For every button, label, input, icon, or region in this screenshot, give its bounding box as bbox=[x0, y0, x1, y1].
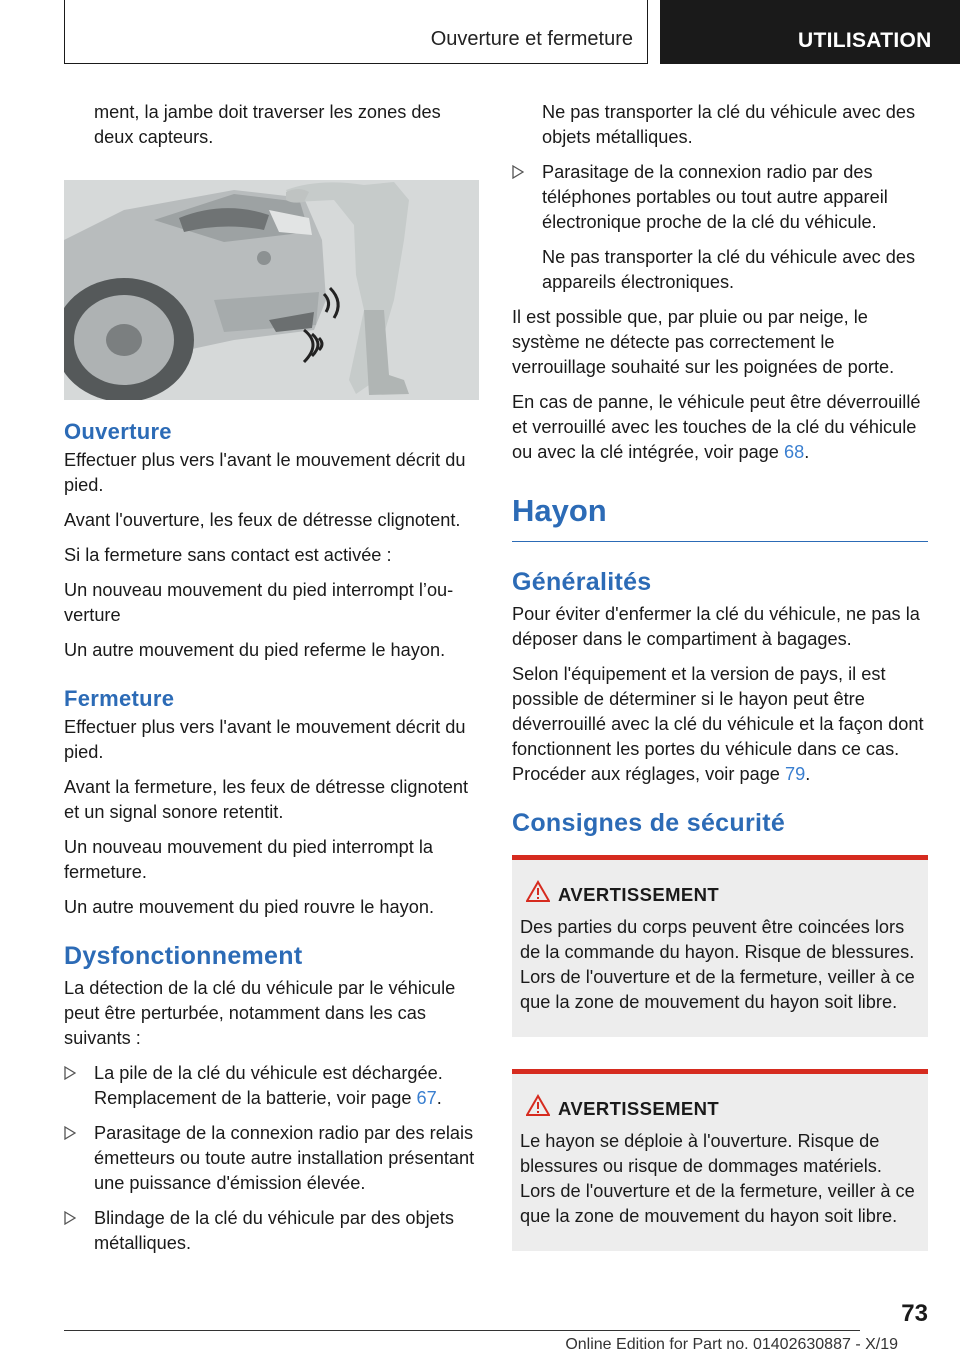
electronics-note: Ne pas transporter la clé du véhicule avec des appareils électroniques. bbox=[542, 247, 916, 292]
warning-body: Des parties du corps peuvent être coincées lors de la commande du hayon. Risque de blessures. Lors de l'ouverture et de la fermeture, veiller à ce que la zone de mouvement du hayon soit libre. bbox=[520, 917, 915, 1012]
warning-triangle-icon bbox=[526, 880, 550, 908]
fermeture-p3: Un nouveau mouvement du pied interrompt la fermeture. bbox=[64, 837, 434, 882]
panne-paragraph bbox=[512, 390, 928, 465]
ouverture-p4: Un nouveau mouvement du pied interrompt l’ou-verture bbox=[64, 580, 454, 625]
page-link-67[interactable]: 67 bbox=[416, 1088, 437, 1108]
header-section-box bbox=[64, 0, 648, 64]
heading-generalites: Généralités bbox=[512, 568, 652, 596]
warning-box bbox=[512, 1069, 928, 1251]
heading-consignes: Consignes de sécurité bbox=[512, 809, 786, 837]
bullet-end: . bbox=[436, 1088, 442, 1108]
warning-title-row bbox=[520, 1096, 920, 1121]
bullet-text: Blindage de la clé du véhicule par des objets métalliques. bbox=[94, 1208, 454, 1253]
generalites-p2-text: Selon l'équipement et la version de pays, il est possible de déterminer si le hayon peut être déverrouillé avec la clé du véhicule et la façon dont fonctionnent les portes du véhicule dans ce cas. Procéder aux réglages, voir page bbox=[512, 664, 924, 784]
heading-fermeture: Fermeture bbox=[64, 686, 175, 711]
warning-title-row bbox=[520, 882, 920, 907]
generalites-p1: Pour éviter d'enfermer la clé du véhicule, ne pas la déposer dans le compartiment à bagages. bbox=[512, 604, 920, 649]
header-chapter-title: UTILISATION bbox=[798, 29, 932, 52]
heading-dysfonctionnement: Dysfonctionnement bbox=[64, 942, 303, 970]
kick-sensor-illustration bbox=[64, 180, 479, 400]
fermeture-p1: Effectuer plus vers l'avant le mouvement décrit du pied. bbox=[64, 717, 466, 762]
bullet-text: La pile de la clé du véhicule est déchargée. Remplacement de la batterie, voir page bbox=[94, 1063, 443, 1108]
metal-note: Ne pas transporter la clé du véhicule avec des objets métalliques. bbox=[542, 102, 916, 147]
ouverture-p2: Avant l'ouverture, les feux de détresse clignotent. bbox=[64, 510, 461, 530]
generalites-p2-end: . bbox=[805, 764, 811, 784]
left-column bbox=[64, 100, 479, 1266]
warning-triangle-icon bbox=[526, 1094, 550, 1122]
right-column bbox=[512, 100, 928, 1265]
ouverture-p1: Effectuer plus vers l'avant le mouvement décrit du pied. bbox=[64, 450, 466, 495]
ouverture-p3: Si la fermeture sans contact est activée : bbox=[64, 545, 392, 565]
heading-hayon: Hayon bbox=[512, 491, 928, 542]
bullet-item bbox=[64, 1121, 479, 1196]
rain-paragraph: Il est possible que, par pluie ou par neige, le système ne détecte pas correctement le verrouillage souhaité sur les poignées de porte. bbox=[512, 307, 895, 377]
bullet-item bbox=[512, 160, 928, 235]
bullet-text: Parasitage de la connexion radio par des téléphones portables ou tout autre appareil électronique proche de la clé du véhicule. bbox=[542, 162, 888, 232]
warning-box bbox=[512, 855, 928, 1037]
page-link-79[interactable]: 79 bbox=[784, 764, 806, 784]
dysfonctionnement-p1: La détection de la clé du véhicule par le véhicule peut être perturbée, notamment dans les cas suivants : bbox=[64, 978, 456, 1048]
fermeture-p2: Avant la fermeture, les feux de détresse clignotent et un signal sonore retentit. bbox=[64, 777, 469, 822]
bullet-text: Parasitage de la connexion radio par des relais émetteurs ou toute autre installation présentant une puissance d'émission élevée. bbox=[94, 1123, 475, 1193]
panne-text: En cas de panne, le véhicule peut être déverrouillé et verrouillé avec les touches de la clé du véhicule ou avec la clé intégrée, voir page bbox=[512, 392, 921, 462]
bullet-item bbox=[64, 1206, 479, 1256]
header-chapter-tab bbox=[660, 0, 960, 64]
heading-ouverture: Ouverture bbox=[64, 419, 172, 444]
car-tailgate-foot-illustration bbox=[64, 180, 479, 400]
ouverture-p5: Un autre mouvement du pied referme le hayon. bbox=[64, 640, 446, 660]
intro-paragraph: ment, la jambe doit traverser les zones des deux capteurs. bbox=[94, 102, 441, 147]
footer-divider bbox=[64, 1330, 860, 1331]
bullet-item bbox=[64, 1061, 479, 1111]
warning-body: Le hayon se déploie à l'ouverture. Risque de blessures ou risque de dommages matériels. Lors de l'ouverture et de la fermeture, veiller à ce que la zone de mouvement du hayon soit libre. bbox=[520, 1131, 915, 1226]
generalites-p2 bbox=[512, 662, 928, 787]
panne-end: . bbox=[804, 442, 810, 462]
fermeture-p4: Un autre mouvement du pied rouvre le hayon. bbox=[64, 897, 435, 917]
header-section-title: Ouverture et fermeture bbox=[430, 28, 633, 50]
page-link-68[interactable]: 68 bbox=[783, 442, 805, 462]
footer-edition: Online Edition for Part no. 01402630887 - X/19 bbox=[565, 1336, 898, 1353]
page-number: 73 bbox=[901, 1300, 928, 1327]
warning-title: AVERTISSEMENT bbox=[558, 1098, 720, 1119]
warning-title: AVERTISSEMENT bbox=[558, 884, 720, 905]
